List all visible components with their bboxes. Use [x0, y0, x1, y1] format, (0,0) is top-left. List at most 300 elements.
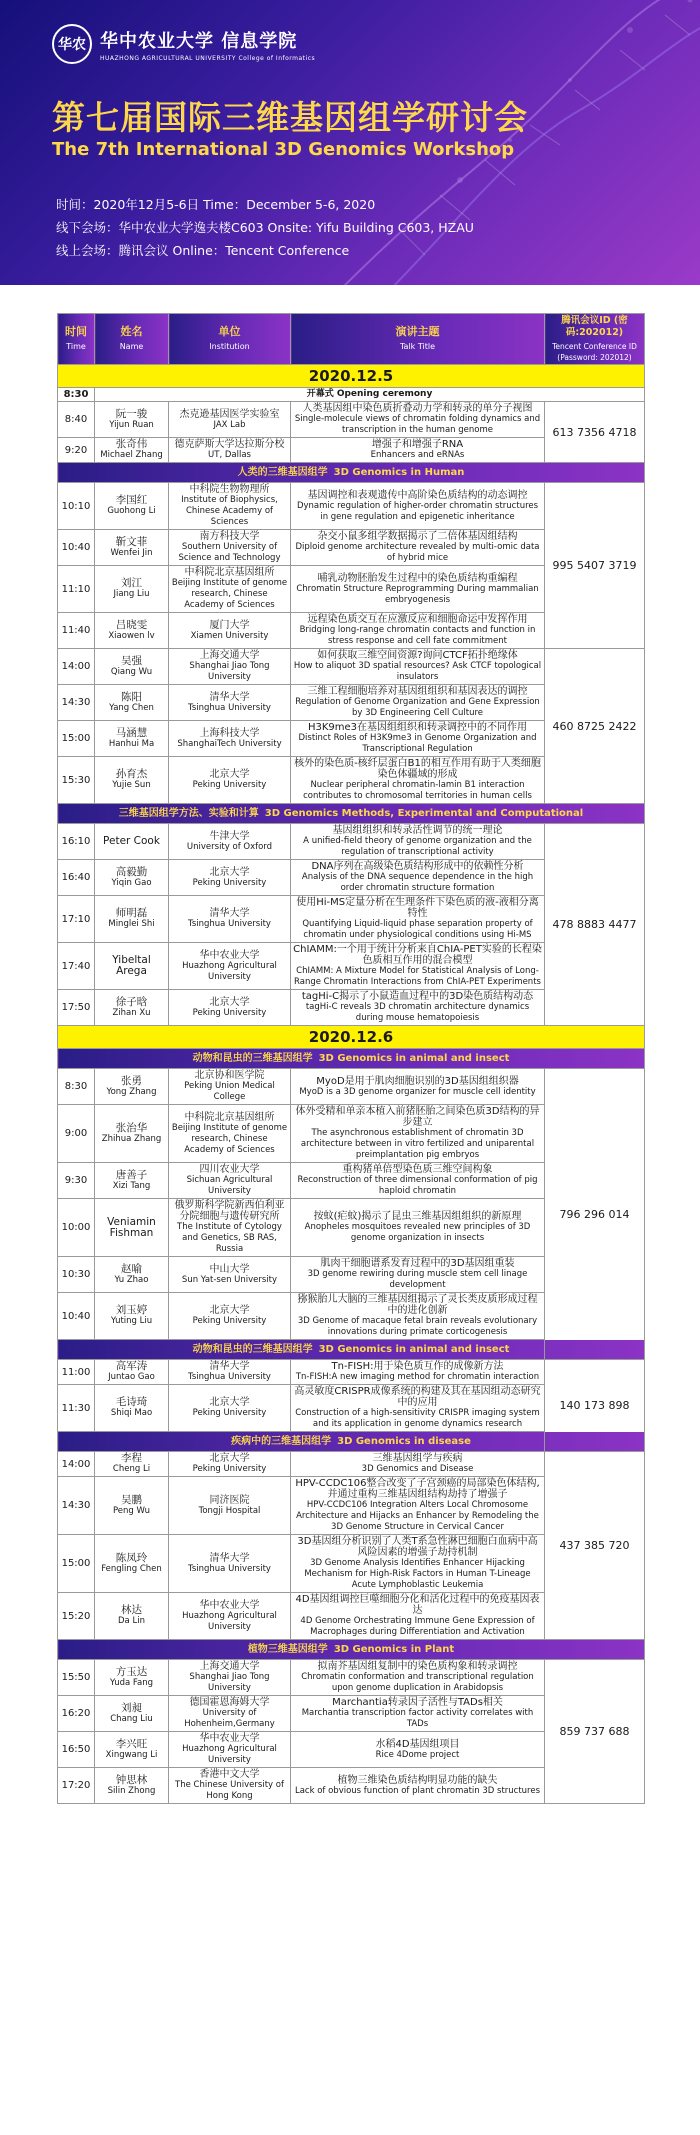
- time-cell: 10:10: [58, 483, 95, 530]
- institution-cn: 同济医院: [209, 1494, 250, 1506]
- institution-en: Peking University: [192, 1316, 267, 1326]
- talk-cell: [291, 757, 545, 804]
- university-logo: [52, 24, 315, 64]
- institution-cell: [169, 1360, 291, 1385]
- date-row: [58, 365, 645, 388]
- section-title-en: 3D Genomics in animal and insect: [318, 1344, 510, 1355]
- talk-title-cn: 三维基因组学与疾病: [372, 1453, 463, 1464]
- speaker-cell: [95, 1477, 169, 1535]
- col-name: 姓名 Name: [95, 314, 169, 365]
- section-title-en: 3D Genomics Methods, Experimental and Computational: [264, 808, 584, 819]
- talk-cell: [291, 1660, 545, 1696]
- time-cell: 11:10: [58, 566, 95, 613]
- institution-cn: 北京大学: [209, 1305, 250, 1316]
- talk-title-en: 4D Genome Orchestrating Immune Gene Expression of Macrophages during Differentiation and Activation: [300, 1616, 535, 1637]
- institution-en: Peking University: [192, 1007, 267, 1018]
- institution-cell: [169, 1452, 291, 1477]
- speaker-name-cn: Yibeltal Arega: [112, 954, 151, 977]
- section-title-en: 3D Genomics in Plant: [333, 1644, 455, 1655]
- institution-cell: [169, 1385, 291, 1432]
- time-cell: 10:40: [58, 1293, 95, 1340]
- institution-cell: [169, 1293, 291, 1340]
- institution-cell: [169, 1696, 291, 1732]
- conference-id-cell: 995 5407 3719: [545, 483, 645, 649]
- info-online: 线上会场：腾讯会议 Online：Tencent Conference: [56, 243, 350, 258]
- speaker-name-cn: 陈阳: [121, 690, 142, 703]
- talk-cell: [291, 990, 545, 1026]
- speaker-cell: [95, 990, 169, 1026]
- talk-cell: [291, 438, 545, 463]
- table-row: [58, 402, 645, 438]
- talk-cell: [291, 685, 545, 721]
- talk-cell: [291, 1696, 545, 1732]
- speaker-name-en: Silin Zhong: [107, 1785, 156, 1796]
- institution-en: Peking University: [192, 780, 267, 790]
- institution-en: Tsinghua University: [188, 1563, 271, 1574]
- institution-en: University of Hohenheim,Germany: [184, 1708, 275, 1729]
- speaker-name-en: Hanhui Ma: [108, 738, 155, 749]
- time-cell: 16:50: [58, 1732, 95, 1768]
- speaker-name-cn: 张治华: [115, 1121, 148, 1134]
- talk-title-en: Construction of a high-sensitivity CRISPR imaging system and its application in genome dynamics research: [295, 1408, 540, 1429]
- talk-cell: [291, 860, 545, 896]
- speaker-name-cn: 吴鹏: [121, 1493, 142, 1506]
- speaker-name-cn: 陈凤玲: [115, 1551, 148, 1564]
- talk-title-en: Enhancers and eRNAs: [370, 450, 465, 460]
- institution-cn: 上海交通大学: [199, 1661, 260, 1672]
- section-row: [58, 463, 645, 483]
- talk-title-cn: 三维工程细胞培养对基因组组织和基因表达的调控: [307, 686, 528, 697]
- section-row: [58, 804, 645, 824]
- section-title: [58, 1432, 645, 1452]
- talk-title-en: How to aliquot 3D spatial resources? Ask CTCF topological insulators: [293, 661, 542, 682]
- speaker-name-cn: 方玉达: [115, 1665, 148, 1678]
- talk-title-en: Bridging long-range chromatin contacts and function in stress response and cell fate commitment: [299, 625, 536, 646]
- talk-cell: [291, 1535, 545, 1593]
- talk-cell: [291, 566, 545, 613]
- institution-en: Institute of Biophysics, Chinese Academy of Sciences: [181, 495, 278, 527]
- institution-cn: 中科院生物物理所: [189, 484, 270, 495]
- institution-cell: [169, 860, 291, 896]
- speaker-name-cn: 高毅勤: [115, 865, 148, 878]
- table-row: [58, 824, 645, 860]
- speaker-cell: [95, 1360, 169, 1385]
- institution-cn: 北京大学: [209, 1453, 250, 1464]
- section-row: [58, 1432, 645, 1452]
- speaker-cell: [95, 1199, 169, 1257]
- institution-cell: [169, 1163, 291, 1199]
- table-row: [58, 1660, 645, 1696]
- table-row: [58, 1360, 645, 1385]
- talk-title-en: Single-molecule views of chromatin folding dynamics and transcription in the human genome: [294, 414, 541, 435]
- institution-cell: [169, 1069, 291, 1105]
- section-title-cn: 动物和昆虫的三维基因组学: [192, 1053, 313, 1064]
- talk-cell: [291, 402, 545, 438]
- talk-title-en: 3D Genomics and Disease: [361, 1464, 474, 1474]
- speaker-name-cn: 高军涛: [115, 1360, 148, 1372]
- institution-en: The Chinese University of Hong Kong: [175, 1780, 284, 1801]
- institution-en: UT, Dallas: [208, 450, 251, 460]
- speaker-cell: [95, 1293, 169, 1340]
- speaker-cell: [95, 757, 169, 804]
- talk-title-en: Distinct Roles of H3K9me3 in Genome Organization and Transcriptional Regulation: [298, 733, 537, 754]
- time-cell: 14:30: [58, 685, 95, 721]
- event-info: [56, 193, 474, 262]
- speaker-name-en: Chang Liu: [110, 1713, 153, 1724]
- section-title: [58, 1340, 645, 1360]
- talk-title-cn: 水稻4D基因组项目: [375, 1738, 460, 1750]
- speaker-cell: [95, 613, 169, 649]
- time-cell: 10:00: [58, 1199, 95, 1257]
- section-row: [58, 1340, 645, 1360]
- institution-cn: 中科院北京基因组所: [184, 1111, 275, 1123]
- time-cell: 9:20: [58, 438, 95, 463]
- speaker-name-en: Zihan Xu: [112, 1007, 151, 1018]
- speaker-name-en: Wenfei Jin: [110, 547, 153, 558]
- talk-cell: [291, 1385, 545, 1432]
- talk-title-en: Diploid genome architecture revealed by multi-omic data of hybrid mice: [295, 542, 540, 563]
- institution-en: Beijing Institute of genome research, Chinese Academy of Sciences: [171, 1122, 288, 1155]
- speaker-cell: [95, 1696, 169, 1732]
- institution-en: Peking University: [192, 877, 267, 888]
- talk-cell: [291, 824, 545, 860]
- talk-cell: [291, 1477, 545, 1535]
- speaker-name-en: Yang Chen: [109, 702, 154, 713]
- speaker-name-cn: 唐善子: [115, 1168, 148, 1181]
- speaker-name-en: Qiang Wu: [110, 666, 153, 677]
- speaker-name-cn: 李程: [121, 1452, 142, 1464]
- institution-cell: [169, 1105, 291, 1163]
- institution-cn: 北京大学: [209, 1397, 250, 1408]
- section-title-en: 3D Genomics in animal and insect: [318, 1053, 510, 1064]
- section-title-en: 3D Genomics in disease: [337, 1436, 471, 1447]
- speaker-name-en: Juntao Gao: [108, 1372, 155, 1382]
- institution-cn: 德克萨斯大学达拉斯分校: [174, 439, 285, 450]
- time-cell: 11:40: [58, 613, 95, 649]
- time-cell: 15:50: [58, 1660, 95, 1696]
- talk-title-cn: 4D基因组调控巨噬细胞分化和活化过程中的免疫基因表达: [295, 1594, 540, 1616]
- speaker-name-en: Yiqin Gao: [111, 877, 152, 888]
- speaker-name-en: Xingwang Li: [105, 1749, 158, 1760]
- speaker-name-cn: 吕晓雯: [115, 618, 148, 631]
- talk-title-en: Tn-FISH:A new imaging method for chromatin interaction: [295, 1372, 540, 1382]
- time-cell: 10:30: [58, 1257, 95, 1293]
- speaker-name-cn: Veniamin Fishman: [107, 1215, 156, 1239]
- institution-cell: [169, 1768, 291, 1804]
- speaker-name-cn: 孙育杰: [115, 768, 148, 780]
- institution-cn: 北京大学: [209, 866, 250, 878]
- talk-title-en: 3D Genome Analysis Identifies Enhancer Hijacking Mechanism for High-Risk Factors in Human T-Lineage Acute Lymphoblastic Leukemia: [304, 1558, 531, 1590]
- section-title: [58, 804, 645, 824]
- talk-cell: [291, 1069, 545, 1105]
- talk-title-cn: Marchantia转录因子活性与TADs相关: [332, 1697, 503, 1708]
- talk-cell: [291, 1732, 545, 1768]
- talk-title-cn: 按蚊(疟蚊)揭示了昆虫三维基因组组织的新原理: [313, 1211, 522, 1222]
- time-cell: 8:30: [58, 1069, 95, 1105]
- speaker-cell: [95, 896, 169, 943]
- speaker-cell: [95, 1105, 169, 1163]
- time-cell: 15:00: [58, 1535, 95, 1593]
- talk-title-en: Regulation of Genome Organization and Gene Expression by 3D Engineering Cell Culture: [295, 697, 540, 718]
- time-cell: 17:10: [58, 896, 95, 943]
- speaker-name-cn: 钟思林: [115, 1773, 148, 1786]
- institution-en: Sun Yat-sen University: [181, 1274, 278, 1285]
- speaker-cell: [95, 860, 169, 896]
- institution-cn: 北京协和医学院: [194, 1070, 265, 1081]
- speaker-name-cn: 张奇伟: [115, 438, 148, 450]
- talk-title-cn: 杂交小鼠多组学数据揭示了二倍体基因组结构: [317, 531, 518, 542]
- institution-en: Shanghai Jiao Tong University: [189, 1672, 270, 1693]
- conference-id-cell: 437 385 720: [545, 1452, 645, 1640]
- speaker-name-cn: 张勇: [121, 1074, 142, 1087]
- table-row: [58, 1452, 645, 1477]
- section-title-cn: 三维基因组学方法、实验和计算: [118, 808, 259, 819]
- logo-text-cn: 华中农业大学 信息学院: [100, 30, 298, 52]
- speaker-name-en: Fengling Chen: [101, 1563, 162, 1574]
- speaker-name-en: Yuting Liu: [110, 1316, 153, 1326]
- talk-cell: [291, 1257, 545, 1293]
- date-row: [58, 1026, 645, 1049]
- conference-id-cell: 460 8725 2422: [545, 649, 645, 804]
- speaker-cell: [95, 402, 169, 438]
- table-header: [58, 314, 645, 365]
- institution-en: Sichuan Agricultural University: [186, 1175, 273, 1196]
- institution-en: ShanghaiTech University: [177, 738, 282, 749]
- institution-en: Beijing Institute of genome research, Chinese Academy of Sciences: [171, 578, 288, 610]
- conference-id-cell: 478 8883 4477: [545, 824, 645, 1026]
- section-title: [58, 1049, 645, 1069]
- institution-cell: [169, 483, 291, 530]
- talk-cell: [291, 1360, 545, 1385]
- talk-title-cn: 植物三维染色质结构明显功能的缺失: [337, 1774, 498, 1786]
- col-time: 时间 Time: [58, 314, 95, 365]
- talk-cell: [291, 1199, 545, 1257]
- section-title-cn: 疾病中的三维基因组学: [231, 1436, 332, 1447]
- institution-cn: 北京大学: [209, 996, 250, 1008]
- institution-en: University of Oxford: [186, 841, 273, 852]
- talk-title-cn: 基因调控和表观遗传中高阶染色质结构的动态调控: [307, 489, 528, 501]
- talk-title-cn: Tn-FISH:用于染色质互作的成像新方法: [331, 1361, 504, 1372]
- speaker-name-cn: 林达: [121, 1604, 142, 1616]
- time-cell: 15:30: [58, 757, 95, 804]
- talk-cell: [291, 1593, 545, 1640]
- talk-cell: [291, 1452, 545, 1477]
- speaker-name-en: Yijun Ruan: [109, 419, 154, 430]
- speaker-cell: [95, 1593, 169, 1640]
- institution-en: Tsinghua University: [188, 919, 271, 929]
- time-cell: 17:40: [58, 943, 95, 990]
- table-row: [58, 1069, 645, 1105]
- institution-en: Huazhong Agricultural University: [182, 1610, 277, 1632]
- logo-text-en: HUAZHONG AGRICULTURAL UNIVERSITY College of Informatics: [100, 54, 316, 62]
- institution-en: The Institute of Cytology and Genetics, SB RAS, Russia: [177, 1222, 282, 1254]
- speaker-cell: [95, 1163, 169, 1199]
- info-onsite: 线下会场：华中农业大学逸夫楼C603 Onsite: Yifu Building C603, HZAU: [56, 220, 474, 235]
- talk-title-en: 3D genome rewiring during muscle stem cell linage development: [307, 1269, 528, 1290]
- table-row: [58, 649, 645, 685]
- section-title: [58, 1640, 645, 1660]
- institution-cell: [169, 824, 291, 860]
- institution-cell: [169, 721, 291, 757]
- talk-cell: [291, 896, 545, 943]
- page-title-en: The 7th International 3D Genomics Workshop: [52, 139, 515, 160]
- speaker-name-cn: Peter Cook: [103, 835, 160, 847]
- speaker-name-cn: 赵喻: [121, 1262, 142, 1275]
- institution-cn: 俄罗斯科学院新西伯利亚分院细胞与遗传研究所: [174, 1200, 285, 1222]
- talk-cell: [291, 943, 545, 990]
- speaker-name-en: Jiang Liu: [113, 589, 150, 599]
- speaker-cell: [95, 943, 169, 990]
- institution-cn: 上海科技大学: [199, 727, 260, 739]
- talk-title-en: Dynamic regulation of higher-order chromatin structures in gene regulation and epigenetic inheritance: [296, 500, 539, 522]
- institution-en: Huazhong Agricultural University: [182, 960, 277, 982]
- talk-title-en: Chromatin conformation and transcriptional regulation upon genome duplication in Arabidopsis: [301, 1672, 534, 1693]
- institution-cn: 厦门大学: [209, 619, 250, 631]
- speaker-name-en: Xizi Tang: [112, 1180, 151, 1191]
- talk-title-en: Quantifying Liquid-liquid phase separation property of chromatin under physiological conditions using Hi-MS: [302, 919, 533, 940]
- speaker-cell: [95, 1069, 169, 1105]
- talk-cell: [291, 1768, 545, 1804]
- schedule-table-wrap: [57, 313, 644, 1804]
- institution-cell: [169, 685, 291, 721]
- talk-title-en: HPV-CCDC106 Integration Alters Local Chromosome Architecture and Hijacks an Enhancer by Remodeling the 3D Genome Structure in Cervical Cancer: [296, 1500, 539, 1532]
- talk-title-cn: 远程染色质交互在应激反应和细胞命运中发挥作用: [307, 614, 528, 625]
- institution-cell: [169, 990, 291, 1026]
- talk-title-cn: 重构猪单倍型染色质三维空间构象: [342, 1164, 493, 1175]
- institution-en: Xiamen University: [190, 630, 269, 641]
- speaker-name-en: Yujie Sun: [112, 780, 151, 790]
- speaker-name-en: Yuda Fang: [109, 1677, 153, 1688]
- time-cell: 14:30: [58, 1477, 95, 1535]
- institution-cn: 南方科技大学: [199, 531, 260, 542]
- talk-title-cn: tagHi-C揭示了小鼠造血过程中的3D染色质结构动态: [301, 991, 534, 1002]
- conference-id-cell: 613 7356 4718: [545, 402, 645, 463]
- conference-id-cell: 859 737 688: [545, 1660, 645, 1804]
- talk-title-en: Nuclear peripheral chromatin-lamin B1 interaction contributes to chromosomal territories in human cells: [303, 780, 532, 801]
- speaker-name-en: Yu Zhao: [114, 1274, 149, 1285]
- institution-cn: 中科院北京基因组所: [184, 567, 275, 578]
- talk-title-en: The asynchronous establishment of chromatin 3D architecture between in vitro fertilized and uniparental preimplantation pig embryos: [300, 1128, 535, 1160]
- speaker-name-en: Da Lin: [118, 1616, 145, 1626]
- talk-cell: [291, 1163, 545, 1199]
- time-cell: 15:20: [58, 1593, 95, 1640]
- speaker-name-cn: 毛诗琦: [115, 1396, 148, 1408]
- institution-cell: [169, 1535, 291, 1593]
- page-title-cn: 第七届国际三维基因组学研讨会: [52, 98, 528, 137]
- talk-cell: [291, 530, 545, 566]
- conference-id-cell: 140 173 898: [545, 1360, 645, 1452]
- time-cell: 8:30: [58, 388, 95, 402]
- speaker-name-en: Xiaowen lv: [108, 630, 155, 641]
- institution-cell: [169, 1593, 291, 1640]
- time-cell: 16:20: [58, 1696, 95, 1732]
- section-title-cn: 动物和昆虫的三维基因组学: [192, 1344, 313, 1355]
- talk-title-cn: ChIAMM:一个用于统计分析来自ChIA-PET实验的长程染色质相互作用的混合模型: [293, 944, 542, 966]
- schedule-body: [58, 365, 645, 1804]
- talk-title-en: 3D Genome of macaque fetal brain reveals evolutionary innovations during primate corticogenesis: [297, 1316, 538, 1337]
- speaker-name-cn: 刘昶: [121, 1701, 142, 1714]
- speaker-cell: [95, 1732, 169, 1768]
- talk-title-cn: HPV-CCDC106整合改变了子宫颈癌的局部染色体结构,并通过重构三维基因组结构劫持了增强子: [295, 1478, 540, 1500]
- institution-en: Peking Union Medical College: [184, 1081, 275, 1102]
- page-header: [0, 0, 700, 285]
- col-conference-id: 腾讯会议ID (密码:202012) Tencent Conference ID (Password: 202012): [545, 314, 645, 365]
- institution-cn: 德国霍恩海姆大学: [189, 1697, 270, 1708]
- institution-cell: [169, 530, 291, 566]
- speaker-name-cn: 刘玉婷: [115, 1304, 148, 1316]
- talk-title-cn: 体外受精和单亲本植入前猪胚胎之间染色质3D结构的异步建立: [295, 1106, 540, 1128]
- speaker-name-en: Peng Wu: [112, 1505, 151, 1516]
- institution-cell: [169, 438, 291, 463]
- time-cell: 11:00: [58, 1360, 95, 1385]
- time-cell: 14:00: [58, 1452, 95, 1477]
- institution-cn: 华中农业大学: [199, 949, 260, 961]
- institution-en: Tongji Hospital: [198, 1505, 261, 1516]
- speaker-cell: [95, 1768, 169, 1804]
- talk-title-cn: 基因组组织和转录活性调节的统一理论: [332, 825, 503, 836]
- info-time: 时间：2020年12月5-6日 Time：December 5-6, 2020: [56, 197, 376, 212]
- institution-cn: 中山大学: [209, 1263, 250, 1275]
- talk-title-cn: 肌肉干细胞谱系发育过程中的3D基因组重装: [320, 1258, 515, 1269]
- talk-title-cn: 如何获取三维空间资源?询问CTCF拓扑绝缘体: [317, 650, 518, 661]
- opening-row: [58, 388, 645, 402]
- speaker-cell: [95, 1385, 169, 1432]
- speaker-name-en: Yong Zhang: [106, 1086, 157, 1097]
- institution-cell: [169, 757, 291, 804]
- speaker-cell: [95, 685, 169, 721]
- speaker-cell: [95, 1660, 169, 1696]
- speaker-name-cn: 李国红: [115, 494, 148, 506]
- institution-cell: [169, 943, 291, 990]
- talk-title-cn: H3K9me3在基因组组织和转录调控中的不同作用: [307, 722, 528, 733]
- talk-title-cn: 3D基因组分析识别了人类T系急性淋巴细胞白血病中高风险因素的增强子劫持机制: [297, 1536, 538, 1558]
- speaker-name-cn: 刘江: [121, 577, 142, 589]
- speaker-cell: [95, 1535, 169, 1593]
- talk-title-cn: 哺乳动物胚胎发生过程中的染色质结构重编程: [317, 572, 518, 584]
- section-row: [58, 1049, 645, 1069]
- conference-id-cell: 796 296 014: [545, 1069, 645, 1360]
- speaker-name-cn: 吴强: [121, 654, 142, 667]
- talk-title-cn: 使用Hi-MS定量分析在生理条件下染色质的液-液相分离特性: [296, 897, 539, 919]
- speaker-name-en: Minglei Shi: [108, 919, 155, 929]
- institution-cn: 清华大学: [209, 908, 250, 919]
- col-institution: 单位 Institution: [169, 314, 291, 365]
- institution-cn: 北京大学: [209, 769, 250, 780]
- speaker-name-en: Michael Zhang: [100, 450, 163, 460]
- talk-title-cn: 增强子和增强子RNA: [371, 439, 464, 450]
- time-cell: 9:30: [58, 1163, 95, 1199]
- section-title: [58, 463, 645, 483]
- speaker-name-cn: 阮一骏: [115, 407, 148, 420]
- institution-cn: 华中农业大学: [199, 1733, 260, 1744]
- institution-en: Tsinghua University: [188, 1372, 271, 1382]
- talk-cell: [291, 613, 545, 649]
- institution-cell: [169, 566, 291, 613]
- schedule-table: [57, 313, 645, 1804]
- institution-cn: 清华大学: [209, 1361, 250, 1372]
- institution-en: Tsinghua University: [188, 702, 271, 713]
- speaker-name-en: Cheng Li: [112, 1464, 151, 1474]
- institution-cn: 清华大学: [209, 1552, 250, 1564]
- time-cell: 17:50: [58, 990, 95, 1026]
- time-cell: 15:00: [58, 721, 95, 757]
- talk-cell: [291, 1105, 545, 1163]
- speaker-cell: [95, 438, 169, 463]
- institution-cell: [169, 1477, 291, 1535]
- institution-cn: 上海交通大学: [199, 650, 260, 661]
- institution-cell: [169, 649, 291, 685]
- institution-cell: [169, 1199, 291, 1257]
